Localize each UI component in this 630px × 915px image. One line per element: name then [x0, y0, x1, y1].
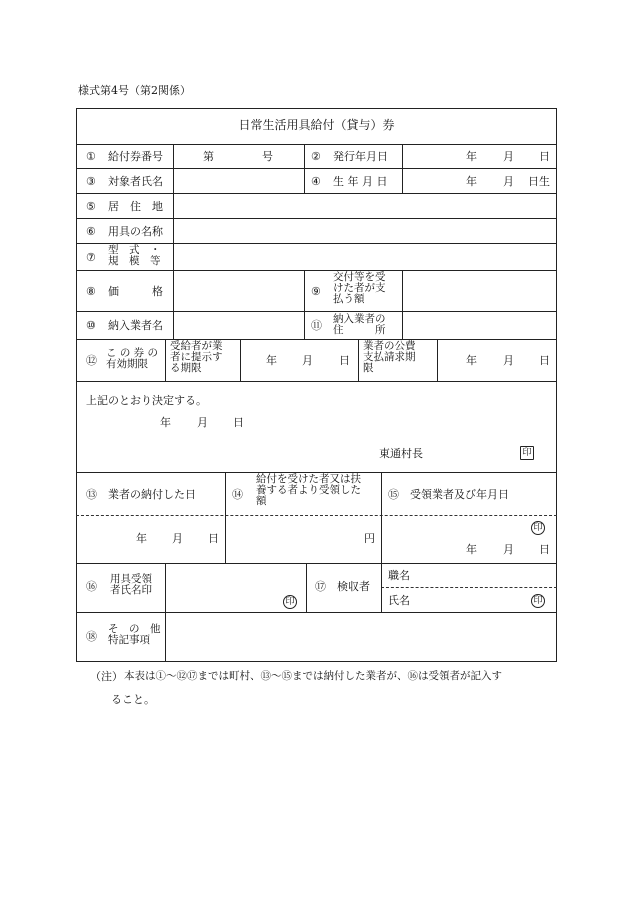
date-month: 月	[503, 150, 514, 163]
value-dai: 第	[203, 150, 214, 163]
item-number: ⑮	[388, 488, 399, 501]
rule	[76, 661, 557, 662]
item-number: ⑥	[86, 225, 96, 238]
item-number: ⑯	[86, 580, 97, 593]
label-vendor-address: 納入業者の 住 所	[333, 313, 386, 336]
label-residence: 居 住 地	[108, 200, 163, 213]
label-presentation-deadline: 受給者が業 者に提示す る期限	[170, 340, 223, 374]
item-number: ⑨	[311, 285, 321, 298]
rule	[402, 270, 403, 339]
rule	[76, 193, 557, 194]
form-number: 様式第4号（第2関係）	[78, 84, 191, 97]
date-month: 月	[503, 175, 514, 188]
label-model: 型 式 ・ 規 模 等	[108, 244, 161, 267]
date-month: 月	[503, 543, 514, 556]
rule	[76, 563, 557, 564]
rule	[76, 108, 557, 109]
rule	[76, 168, 557, 169]
rule	[165, 563, 166, 661]
date-day: 日	[539, 354, 550, 367]
item-number: ②	[311, 150, 321, 163]
item-number: ⑰	[315, 580, 326, 593]
rule	[240, 339, 241, 381]
date-day: 日	[339, 354, 350, 367]
date-day: 日	[233, 416, 244, 429]
decision-text: 上記のとおり決定する。	[86, 394, 207, 407]
footnote-line2: ること。	[111, 693, 155, 706]
rule	[76, 108, 77, 661]
yen-unit: 円	[364, 532, 375, 545]
rule	[381, 472, 382, 563]
rule	[556, 108, 557, 661]
label-other-notes: そ の 他 特記事項	[108, 623, 161, 646]
seal-mark: 印	[283, 595, 297, 609]
item-number: ⑬	[86, 488, 97, 501]
label-recipient-seal: 用具受領 者氏名印	[110, 573, 152, 596]
item-number: ⑧	[86, 285, 96, 298]
rule	[173, 144, 174, 339]
signer: 東通村長	[379, 447, 423, 460]
label-received-amount: 給付を受けた者又は扶 養する者より受領した 額	[256, 473, 361, 507]
rule	[76, 612, 557, 613]
item-number: ⑫	[86, 354, 97, 367]
date-day: 日	[539, 150, 550, 163]
rule	[76, 311, 557, 312]
label-issue-date: 発行年月日	[333, 150, 388, 163]
item-number: ⑦	[86, 251, 96, 264]
rule	[76, 270, 557, 271]
date-day: 日	[208, 532, 219, 545]
item-number: ④	[311, 175, 321, 188]
item-number: ⑱	[86, 630, 97, 643]
date-year: 年	[136, 532, 147, 545]
label-price: 価 格	[108, 285, 163, 298]
label-birth-date: 生 年 月 日	[333, 175, 388, 188]
date-day: 日生	[528, 175, 550, 188]
date-year: 年	[466, 543, 477, 556]
seal-mark: 印	[531, 521, 545, 535]
label-job-title: 職名	[388, 569, 410, 582]
date-year: 年	[466, 175, 477, 188]
rule	[165, 339, 166, 381]
rule	[304, 144, 305, 193]
label-delivery-date: 業者の納付した日	[108, 488, 196, 501]
item-number: ⑪	[311, 319, 322, 332]
rule	[402, 144, 403, 193]
rule	[437, 339, 438, 381]
item-number: ①	[86, 150, 96, 163]
date-year: 年	[160, 416, 171, 429]
value-go: 号	[262, 150, 273, 163]
seal-mark: 印	[531, 594, 545, 608]
footnote-line1: 本表は①～⑫⑰までは町村、⑬～⑮までは納付した業者が、⑯は受領者が記入す	[124, 670, 502, 682]
rule	[76, 339, 557, 340]
rule	[76, 144, 557, 145]
date-month: 月	[172, 532, 183, 545]
form-title: 日常生活用具給付（貸与）券	[238, 118, 395, 132]
item-number: ⑩	[86, 319, 96, 332]
label-voucher-number: 給付券番号	[108, 150, 163, 163]
item-number: ③	[86, 175, 96, 188]
rule	[306, 563, 307, 612]
rule	[76, 218, 557, 219]
label-vendor-name: 納入業者名	[108, 319, 163, 332]
rule	[304, 270, 305, 339]
seal-mark: 印	[520, 446, 534, 460]
item-number: ⑭	[232, 488, 243, 501]
label-inspector: 検収者	[337, 580, 370, 593]
date-year: 年	[466, 150, 477, 163]
date-year: 年	[266, 354, 277, 367]
dashed-rule	[76, 515, 557, 516]
rule	[76, 381, 557, 382]
label-user-payment: 交付等を受 けた者が支 払う額	[333, 271, 386, 305]
label-validity: こ の 券 の 有効期限	[106, 347, 159, 370]
dashed-rule	[381, 587, 557, 588]
label-receiving-vendor: 受領業者及び年月日	[410, 488, 509, 501]
date-month: 月	[197, 416, 208, 429]
item-number: ⑤	[86, 200, 96, 213]
rule	[381, 563, 382, 612]
label-claim-deadline: 業者の公費 支払請求期 限	[363, 340, 416, 374]
label-name: 氏名	[388, 594, 410, 607]
label-subject-name: 対象者氏名	[108, 175, 163, 188]
date-day: 日	[539, 543, 550, 556]
rule	[358, 339, 359, 381]
date-month: 月	[503, 354, 514, 367]
rule	[225, 472, 226, 563]
date-month: 月	[302, 354, 313, 367]
label-device-name: 用具の名称	[108, 225, 163, 238]
date-year: 年	[466, 354, 477, 367]
footnote-prefix: （注）	[90, 670, 123, 683]
